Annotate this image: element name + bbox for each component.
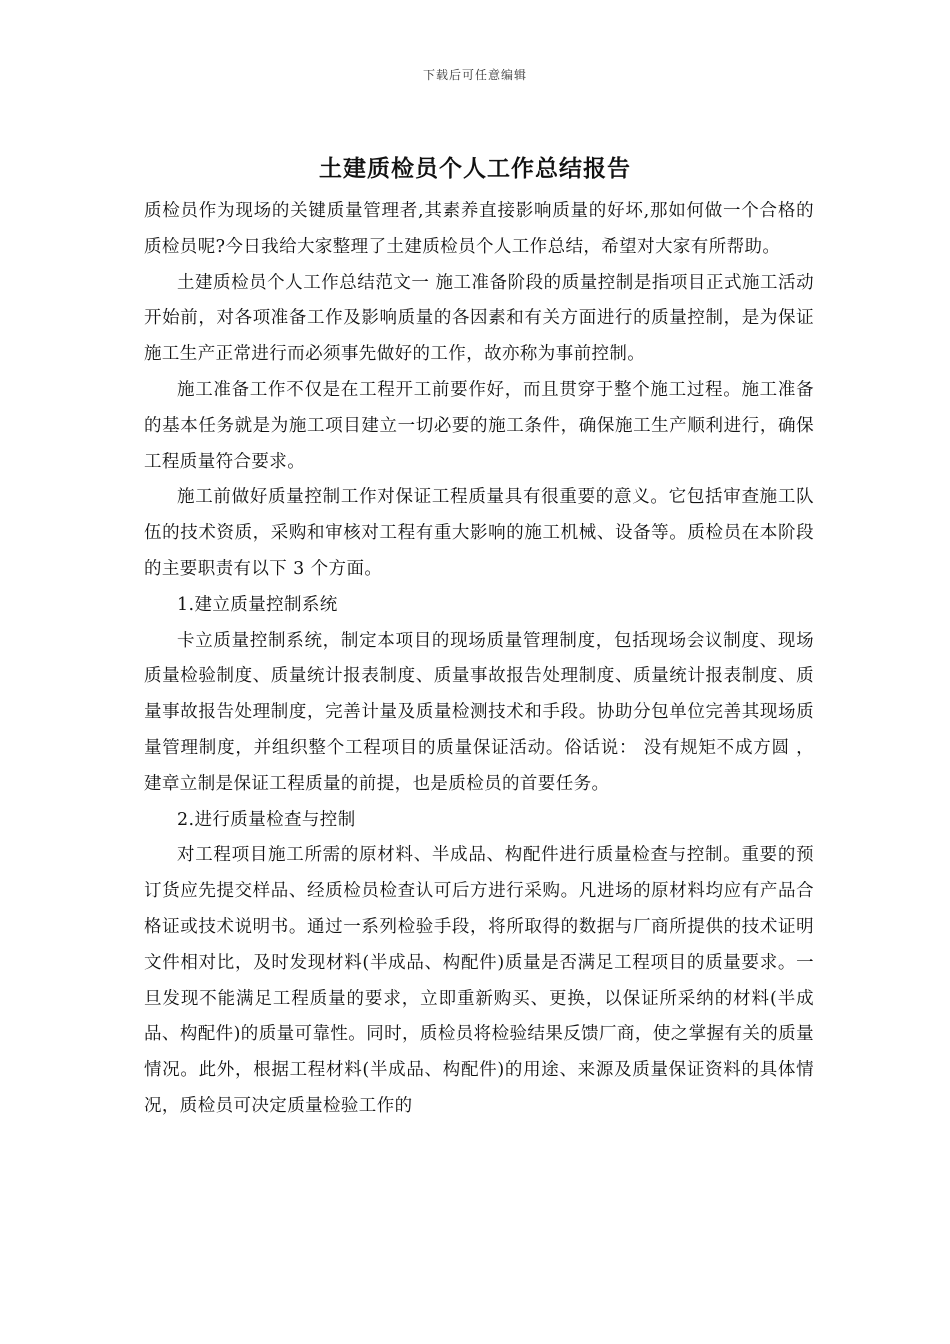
body-paragraph: 卡立质量控制系统，制定本项目的现场质量管理制度，包括现场会议制度、现场质量检验制度、质量统计报表制度、质量事故报告处理制度、质量统计报表制度、质量事故报告处理制度，完善计量及质量检测技术和手段。协助分包单位完善其现场质量管理制度，并组织整个工程项目的质量保证活动。俗话说： 没有规矩不成方圆 ，建章立制是保证工程质量的前提，也是质检员的首要任务。 — [144, 630, 814, 794]
body-paragraph: 施工准备工作不仅是在工程开工前要作好，而且贯穿于整个施工过程。施工准备的基本任务就是为施工项目建立一切必要的施工条件，确保施工生产顺利进行，确保工程质量符合要求。 — [144, 379, 814, 472]
body-paragraph: 对工程项目施工所需的原材料、半成品、构配件进行质量检查与控制。重要的预订货应先提交样品、经质检员检查认可后方进行采购。凡进场的原材料均应有产品合格证或技术说明书。通过一系列检验手段，将所取得的数据与厂商所提供的技术证明文件相对比，及时发现材料(半成品、构配件)质量是否满足工程项目的质量要求。一旦发现不能满足工程质量的要求，立即重新购买、更换，以保证所采纳的材料(半成品、构配件)的质量可靠性。同时，质检员将检验结果反馈厂商，使之掌握有关的质量情况。此外，根据工程材料(半成品、构配件)的用途、来源及质量保证资料的具体情况，质检员可决定质量检验工作的 — [144, 845, 814, 1116]
section-heading: 2.进行质量检查与控制 — [177, 809, 356, 830]
body-paragraph: 施工前做好质量控制工作对保证工程质量具有很重要的意义。它包括审查施工队伍的技术资质，采购和审核对工程有重大影响的施工机械、设备等。质检员在本阶段的主要职责有以下 3 个方面。 — [144, 487, 814, 579]
section-heading: 1.建立质量控制系统 — [177, 594, 338, 615]
document-title: 土建质检员个人工作总结报告 — [319, 155, 631, 182]
body-paragraph: 土建质检员个人工作总结范文一 施工准备阶段的质量控制是指项目正式施工活动开始前，对各项准备工作及影响质量的各因素和有关方面进行的质量控制，是为保证施工生产正常进行而必须事先做好的工作，故亦称为事前控制。 — [144, 272, 814, 365]
document-body — [144, 194, 814, 1125]
intro-paragraph: 质检员作为现场的关键质量管理者,其素养直接影响质量的好坏,那如何做一个合格的质检员呢?今日我给大家整理了土建质检员个人工作总结，希望对大家有所帮助。 — [144, 201, 814, 257]
header-note: 下载后可任意编辑 — [422, 68, 527, 82]
